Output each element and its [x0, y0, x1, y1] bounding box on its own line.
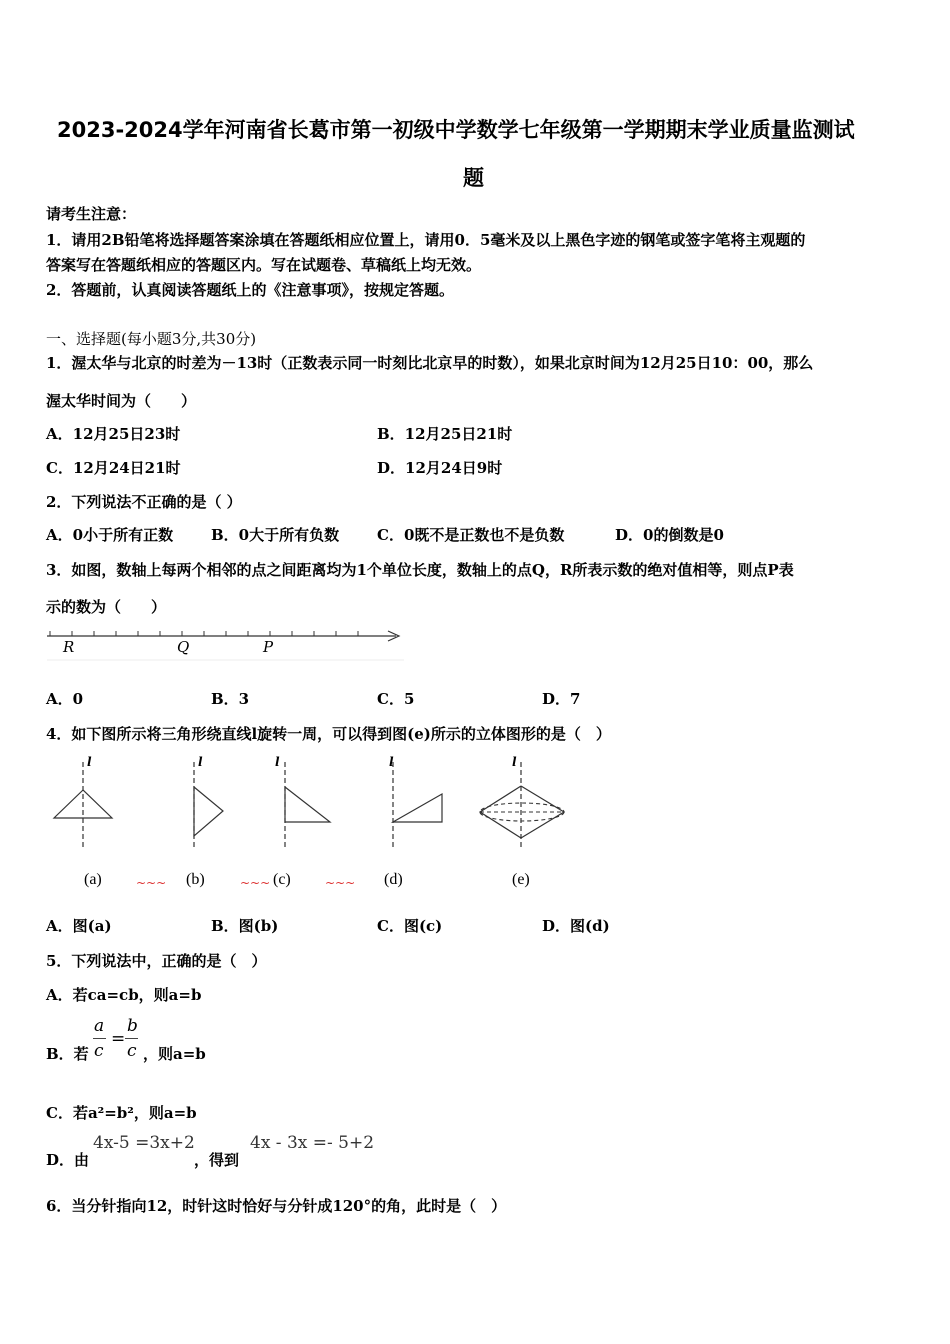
figure-label-e: (e): [512, 871, 530, 888]
notice-item-1: 1．请用2B铅笔将选择题答案涂填在答题纸相应位置上，请用0．5毫米及以上黑色字迹的钢笔或签字笔将主观题的: [46, 231, 806, 249]
figure-e: [474, 758, 574, 858]
section-heading: 一、选择题(每小题3分,共30分): [46, 330, 257, 348]
q1-option-d: D．12月24日9时: [377, 459, 503, 477]
q1-option-a: A．12月25日23时: [46, 425, 181, 443]
q4-option-b: B．图(b): [211, 917, 279, 935]
cone-left-edge: [480, 786, 521, 838]
figure-d: [378, 758, 448, 858]
equation-original: 4x-5 =3x+2: [93, 1133, 195, 1153]
fraction-bar: [93, 1038, 106, 1039]
figure-label-d: (d): [384, 871, 403, 888]
q2-option-d: D．0的倒数是0: [615, 526, 724, 544]
q3-option-a: A．0: [46, 690, 84, 708]
number-line-ticks: [50, 631, 358, 636]
line-label-c: l: [275, 755, 280, 769]
page-title: 2023-2024学年河南省长葛市第一初级中学数学七年级第一学期期末学业质量监测试: [57, 118, 855, 142]
triangle-b: [194, 787, 223, 836]
q2-stem: 2．下列说法不正确的是（ ）: [46, 493, 242, 511]
equals-sign: =: [111, 1029, 126, 1049]
q5-option-b-suffix: ，则a=b: [143, 1045, 206, 1063]
figure-c: [268, 758, 338, 858]
line-label-a: l: [87, 755, 92, 769]
figure-label-a: (a): [84, 871, 102, 888]
line-label-b: l: [198, 755, 203, 769]
spellcheck-squiggle: ~~~: [136, 876, 167, 890]
frac-denominator-c: c: [127, 1041, 137, 1061]
q2-option-b: B．0大于所有负数: [211, 526, 340, 544]
q1-stem-cont: 渥太华时间为（ ）: [46, 392, 197, 410]
spellcheck-squiggle: ~~~: [325, 876, 356, 890]
axis-label-p: P: [263, 638, 274, 656]
axis-label-q: Q: [177, 638, 190, 656]
q4-option-d: D．图(d): [542, 917, 610, 935]
notice-heading: 请考生注意：: [46, 205, 137, 223]
frac-numerator-b: b: [127, 1016, 138, 1036]
frac-numerator-a: a: [94, 1016, 105, 1036]
q2-option-a: A．0小于所有正数: [46, 526, 174, 544]
q3-option-b: B．3: [211, 690, 250, 708]
q3-option-d: D．7: [542, 690, 581, 708]
q5-option-d-mid: ，得到: [194, 1151, 240, 1169]
q5-option-a: A．若ca=cb，则a=b: [46, 986, 202, 1004]
line-label-d: l: [389, 755, 394, 769]
page-title-continued: 题: [463, 166, 484, 190]
axis-label-r: R: [63, 638, 75, 656]
triangle-d: [393, 794, 442, 822]
q6-stem: 6．当分针指向12，时针这时恰好与分针成120°的角，此时是（ ）: [46, 1197, 507, 1215]
equation-transformed: 4x - 3x =- 5+2: [250, 1133, 375, 1153]
q3-stem: 3．如图，数轴上每两个相邻的点之间距离均为1个单位长度，数轴上的点Q，R所表示数的绝对值相等，则点P表: [46, 561, 794, 579]
q4-option-c: C．图(c): [377, 917, 443, 935]
q1-option-b: B．12月25日21时: [377, 425, 513, 443]
q4-option-a: A．图(a): [46, 917, 112, 935]
q1-option-c: C．12月24日21时: [46, 459, 181, 477]
spellcheck-squiggle: ~~~: [240, 876, 271, 890]
q5-option-d-prefix: D．由: [46, 1151, 90, 1169]
figure-label-c: (c): [273, 871, 291, 888]
frac-denominator-c: c: [94, 1041, 104, 1061]
q5-option-c: C．若a²=b²，则a=b: [46, 1104, 197, 1122]
figure-label-b: (b): [186, 871, 205, 888]
figure-b: [178, 758, 238, 858]
q3-option-c: C．5: [377, 690, 415, 708]
fraction-bar: [125, 1038, 138, 1039]
q1-stem: 1．渥太华与北京的时差为－13时（正数表示同一时刻比北京早的时数），如果北京时间为12月25日10：00，那么: [46, 354, 814, 372]
triangle-c: [285, 787, 330, 822]
q5-option-b-prefix: B．若: [46, 1045, 89, 1063]
line-label-e: l: [512, 755, 517, 769]
q3-stem-cont: 示的数为（ ）: [46, 598, 167, 616]
q5-stem: 5．下列说法中，正确的是（ ）: [46, 952, 267, 970]
q4-stem: 4．如下图所示将三角形绕直线l旋转一周，可以得到图(e)所示的立体图形的是（ ）: [46, 725, 611, 743]
q2-option-c: C．0既不是正数也不是负数: [377, 526, 565, 544]
notice-item-2: 2．答题前，认真阅读答题纸上的《注意事项》，按规定答题。: [46, 281, 454, 299]
notice-item-1-cont: 答案写在答题纸相应的答题区内。写在试题卷、草稿纸上均无效。: [46, 256, 482, 274]
number-line-figure: [44, 624, 406, 664]
figure-a: [48, 758, 118, 858]
